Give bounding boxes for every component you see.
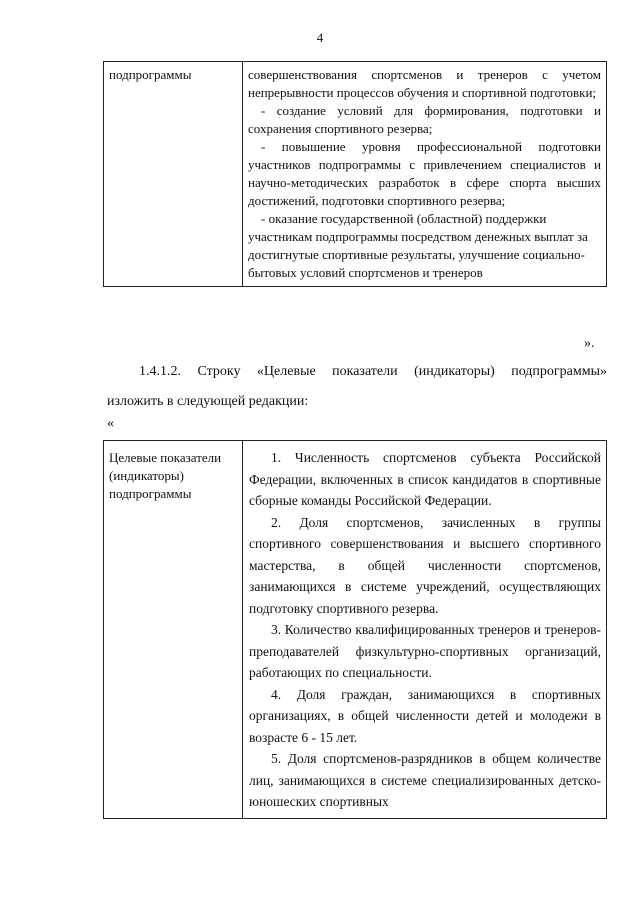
list-item: - оказание государственной (областной) поддержки участникам подпрограммы посредством денежных выплат за достигнутые спортивные результаты, улучшение социально-бытовых условий спортсменов и тренеров [248, 211, 588, 280]
target-indicators-table [103, 440, 607, 819]
indicator-item: 3. Количество квалифицированных тренеров и тренеров-преподавателей физкультурно-спортивных организаций, работающих по специальности. [249, 622, 601, 680]
subprogram-tasks-table [103, 61, 607, 287]
row-content [243, 62, 607, 287]
closing-quote: ». [584, 336, 595, 351]
indicator-item: 5. Доля спортсменов-разрядников в общем количестве лиц, занимающихся в системе специализированных детско-юношеских спортивных [249, 751, 601, 809]
row-content [243, 441, 607, 819]
opening-quote: « [107, 416, 114, 431]
page-number: 4 [316, 30, 324, 45]
indicator-item: 2. Доля спортсменов, зачисленных в группы спортивного совершенствования и высшего спортивного мастерства, в общей численности спортсменов, занимающихся в системе учреждений, осуществляющих подготовку спортивного резерва. [249, 514, 601, 616]
table-row [104, 441, 607, 819]
amendment-paragraph-line2: изложить в следующей редакции: [107, 394, 309, 409]
indicator-item: 4. Доля граждан, занимающихся в спортивных организациях, в общей численности детей и молодежи в возрасте 6 - 15 лет. [249, 686, 601, 745]
table-row [104, 62, 607, 287]
list-item: - создание условий для формирования, подготовки и сохранения спортивного резерва; [248, 103, 601, 136]
row-label: Целевые показатели (индикаторы) подпрограммы [104, 441, 243, 819]
indicator-item: 1. Численность спортсменов субъекта Российской Федерации, включенных в список кандидатов в спортивные сборные команды Российской Федерации. [249, 450, 601, 508]
row-label: подпрограммы [104, 62, 243, 287]
amendment-paragraph-line1: 1.4.1.2. Строку «Целевые показатели (индикаторы) подпрограммы» [139, 364, 607, 379]
list-item: - повышение уровня профессиональной подготовки участников подпрограммы с привлечением специалистов и научно-методических разработок в сфере спорта высших достижений, подготовки спортивного резерва; [248, 139, 601, 208]
list-item: совершенствования спортсменов и тренеров с учетом непрерывности процессов обучения и спортивной подготовки; [248, 67, 601, 100]
